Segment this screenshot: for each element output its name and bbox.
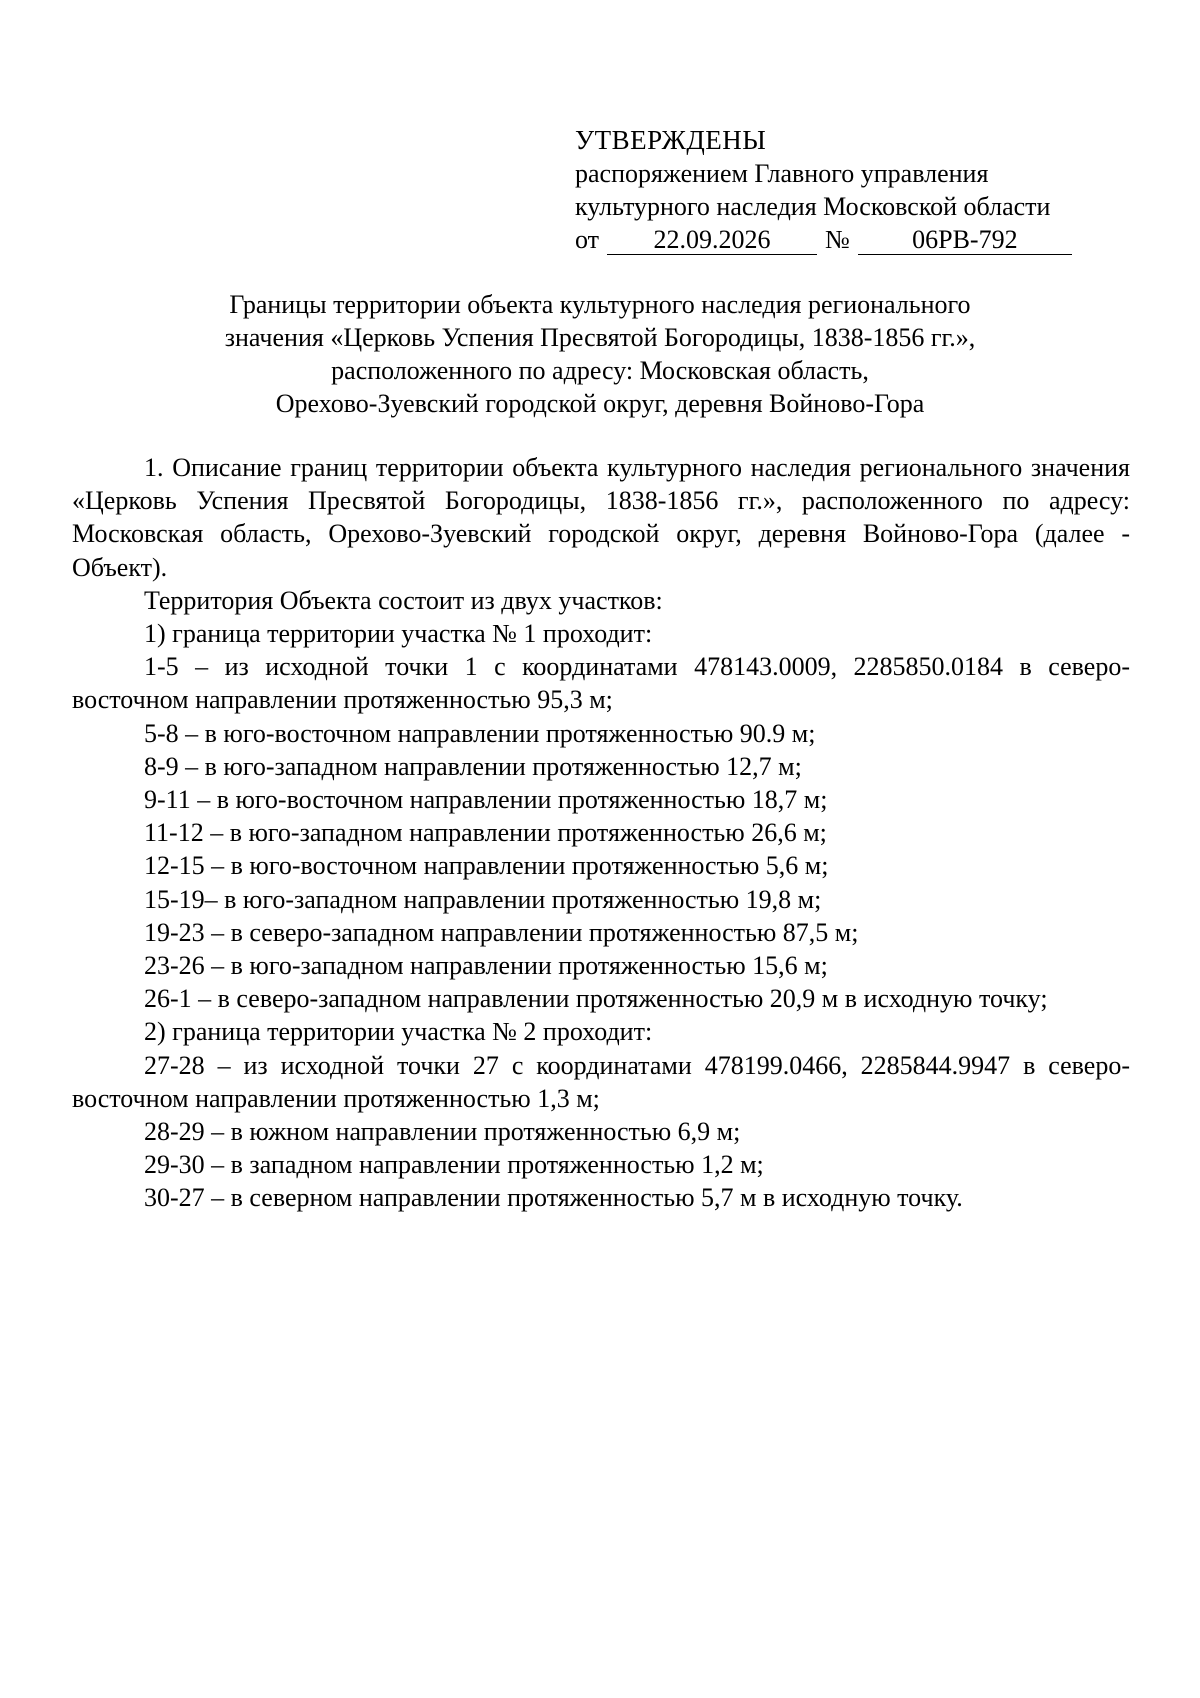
approval-title: УТВЕРЖДЕНЫ bbox=[575, 125, 767, 155]
plot1-segment: 12-15 – в юго-восточном направлении протяженностью 5,6 м; bbox=[144, 851, 829, 881]
number-label: № bbox=[825, 225, 850, 254]
approval-line-1: распоряжением Главного управления bbox=[575, 159, 989, 188]
plot1-segment: 23-26 – в юго-западном направлении протяженностью 15,6 м; bbox=[144, 951, 828, 981]
plot1-segment: 26-1 – в северо-западном направлении протяженностью 20,9 м в исходную точку; bbox=[144, 984, 1048, 1014]
plot2-segment: 28-29 – в южном направлении протяженностью 6,9 м; bbox=[144, 1117, 741, 1147]
plot1-segment: 8-9 – в юго-западном направлении протяженностью 12,7 м; bbox=[144, 751, 802, 781]
plot2-heading: 2) граница территории участка № 2 проходит: bbox=[144, 1017, 653, 1047]
plot1-segment: 5-8 – в юго-восточном направлении протяженностью 90.9 м; bbox=[144, 718, 816, 748]
intro-paragraph: 1. Описание границ территории объекта культурного наследия регионального значения «Церковь Успения Пресвятой Богородицы, 1838-1856 гг.», расположенного по адресу: Московская область, Орехово-Зуевский городской округ, деревня Войново-Гора (далее - Объект). bbox=[72, 453, 1130, 582]
plot1-segment-list bbox=[72, 717, 1130, 1016]
approval-date: 22.09.2026 bbox=[607, 226, 817, 255]
plot2-segment: 29-30 – в западном направлении протяженностью 1,2 м; bbox=[144, 1150, 764, 1180]
ot-label: от bbox=[575, 225, 600, 254]
plot1-segment: 19-23 – в северо-западном направлении протяженностью 87,5 м; bbox=[144, 917, 859, 947]
document-body bbox=[72, 451, 1130, 1215]
plot1-start-segment: 1-5 – из исходной точки 1 с координатами 478143.0009, 2285850.0184 в северо-восточном направлении протяженностью 95,3 м; bbox=[72, 652, 1130, 715]
document-title bbox=[140, 288, 1060, 420]
plot1-heading: 1) граница территории участка № 1 проходит: bbox=[144, 619, 653, 649]
plot1-segment: 15-19– в юго-западном направлении протяженностью 19,8 м; bbox=[144, 884, 822, 914]
title-line-2: значения «Церковь Успения Пресвятой Богородицы, 1838-1856 гг.», bbox=[224, 323, 976, 352]
plot2-segment-list bbox=[72, 1115, 1130, 1215]
approval-stamp bbox=[575, 124, 1095, 256]
approval-date-row bbox=[575, 223, 1095, 256]
title-line-1: Границы территории объекта культурного наследия регионального bbox=[229, 290, 971, 319]
composition-line: Территория Объекта состоит из двух участков: bbox=[144, 585, 663, 615]
title-line-4: Орехово-Зуевский городской округ, деревня Войново-Гора bbox=[275, 389, 925, 418]
plot2-start-segment: 27-28 – из исходной точки 27 с координатами 478199.0466, 2285844.9947 в северо-восточном направлении протяженностью 1,3 м; bbox=[72, 1050, 1130, 1113]
approval-number: 06РВ-792 bbox=[858, 226, 1072, 255]
plot1-segment: 11-12 – в юго-западном направлении протяженностью 26,6 м; bbox=[144, 818, 827, 848]
plot2-segment: 30-27 – в северном направлении протяженностью 5,7 м в исходную точку. bbox=[144, 1183, 963, 1213]
title-line-3: расположенного по адресу: Московская область, bbox=[331, 356, 869, 385]
approval-line-2: культурного наследия Московской области bbox=[575, 192, 1051, 221]
plot1-segment: 9-11 – в юго-восточном направлении протяженностью 18,7 м; bbox=[144, 785, 828, 815]
